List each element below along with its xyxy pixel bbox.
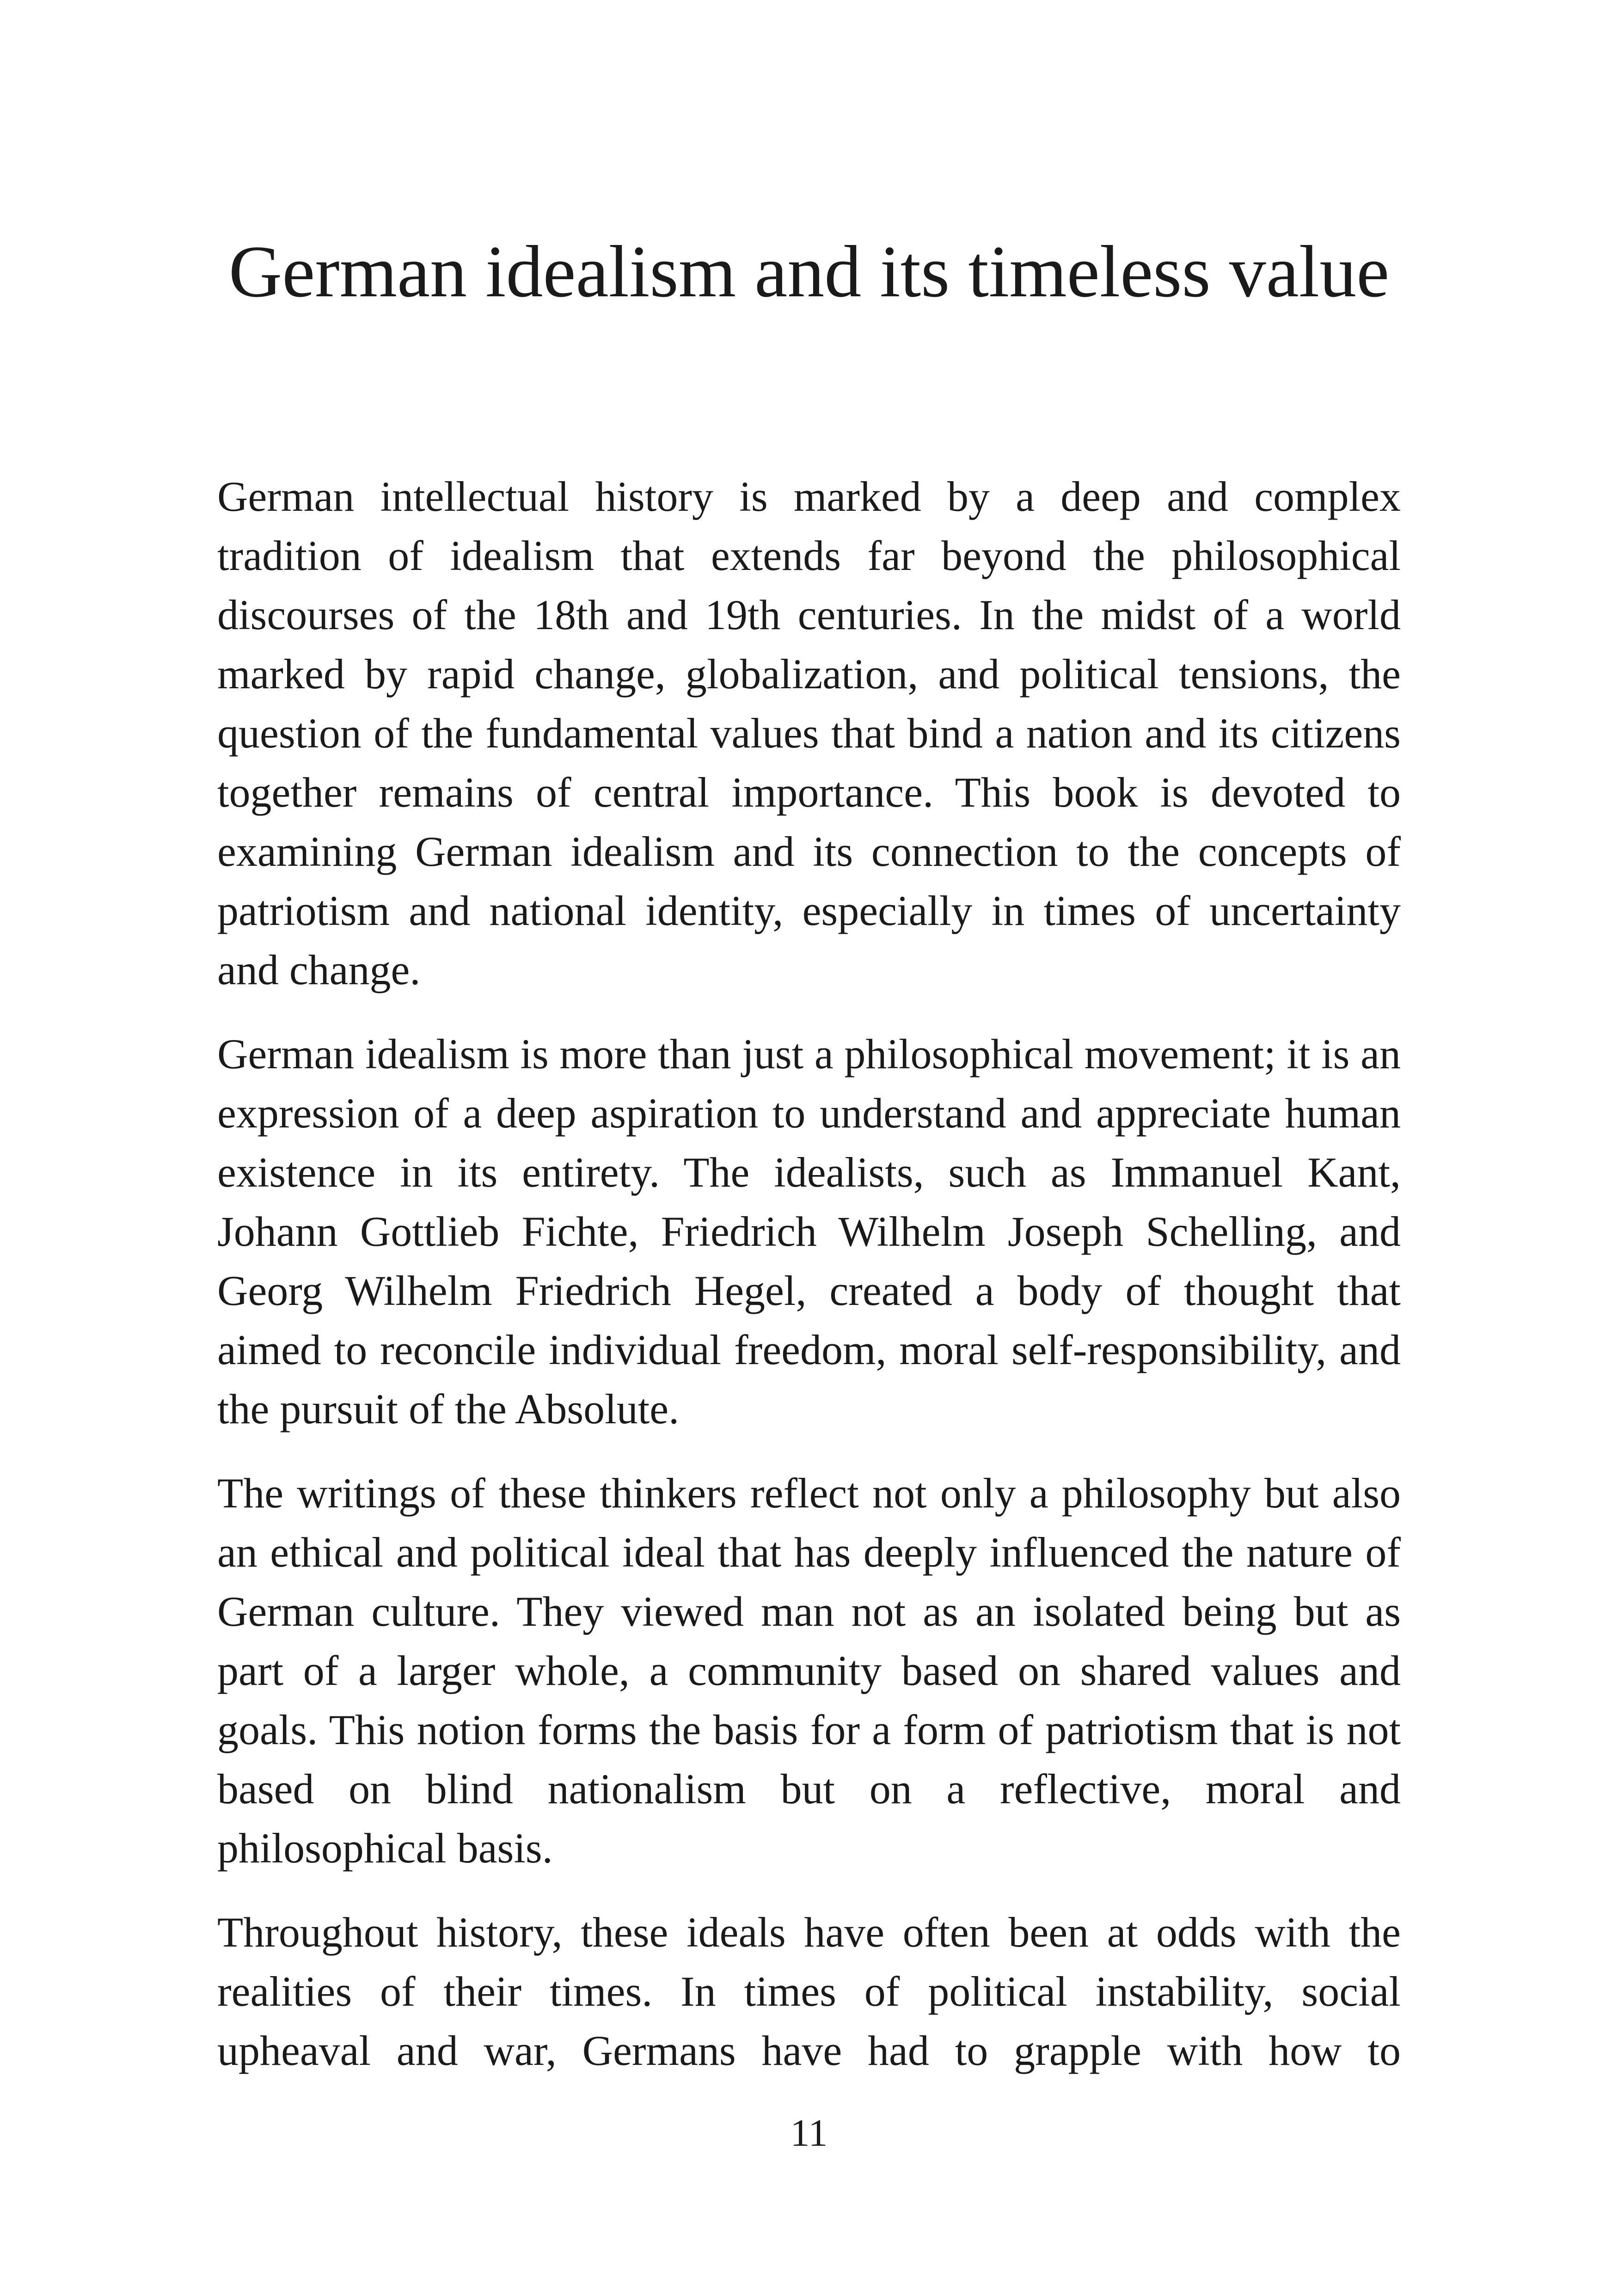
paragraph: German idealism is more than just a philosophical movement; it is an expression of a deep aspiration to understand and appreciate human existence in its entirety. The idealists, such as Immanuel Kant, Johann Gottlieb Fichte, Friedrich Wilhelm Joseph Schelling, and Georg Wilhelm Friedrich Hegel, created a body of thought that aimed to reconcile individual freedom, moral self-responsibility, and the pursuit of the Absolute.	[217, 1030, 1401, 1433]
paragraph: German intellectual history is marked by a deep and complex tradition of idealism that extends far beyond the philosophical discourses of the 18th and 19th centuries. In the midst of a world marked by rapid change, globalization, and political tensions, the question of the fundamental values that bind a nation and its citizens together remains of central importance. This book is devoted to examining German idealism and its connection to the concepts of patriotism and national identity, especially in times of uncertainty and change.	[217, 473, 1401, 993]
chapter-title: German idealism and its timeless value	[228, 230, 1390, 312]
paragraph: Throughout history, these ideals have often been at odds with the realities of their times. In times of political instability, social upheaval and war, Germans have had to grapple with how to	[217, 1909, 1401, 2074]
page-number: 11	[790, 2112, 828, 2155]
paragraph: The writings of these thinkers reflect not only a philosophy but also an ethical and political ideal that has deeply influenced the nature of German culture. They viewed man not as an isolated being but as part of a larger whole, a community based on shared values and goals. This notion forms the basis for a form of patriotism that is not based on blind nationalism but on a reflective, moral and philosophical basis.	[217, 1469, 1401, 1872]
body-text	[217, 467, 1401, 2105]
